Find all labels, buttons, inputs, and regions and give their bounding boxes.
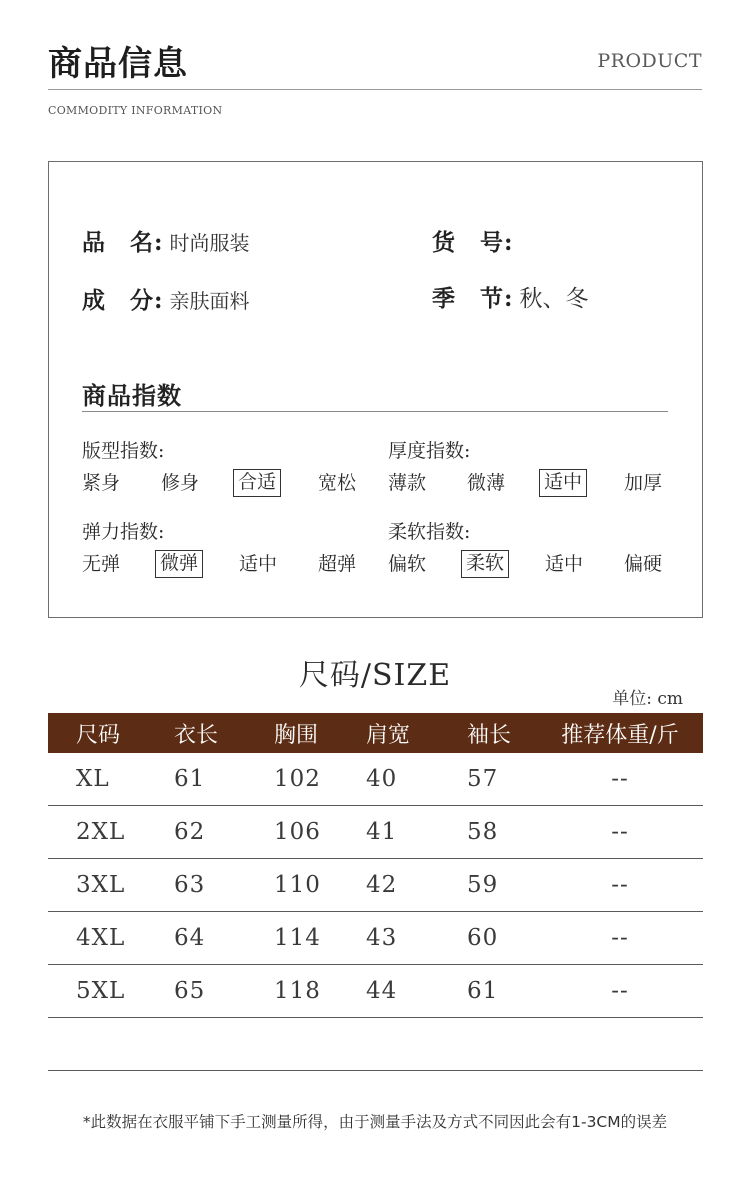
measurement-note: *此数据在衣服平铺下手工测量所得，由于测量手法及方式不同因此会有1-3CM的误差 [82,1113,668,1131]
size-table-header [48,713,703,753]
fit-option: 修身 [161,472,200,494]
index-divider [82,411,668,412]
cell-sleeve: 61 [467,978,499,1004]
title-divider [48,89,702,90]
softness-option: 偏硬 [624,553,663,575]
fit-option: 紧身 [82,472,121,494]
thickness-option: 微薄 [467,472,506,494]
softness-index [388,518,678,580]
cell-length: 61 [174,766,206,792]
table-row [48,806,703,859]
softness-option-selected: 柔软 [461,550,509,578]
page-subtitle: COMMODITY INFORMATION [48,104,223,117]
softness-option: 适中 [545,553,584,575]
fit-index-label: 版型指数: [82,440,165,462]
header-length: 衣长 [174,722,219,748]
table-row [48,912,703,965]
elasticity-option: 无弹 [82,553,121,575]
cell-weight: -- [611,872,629,898]
header-chest: 胸围 [274,722,319,748]
material-value: 亲肤面料 [169,289,250,313]
cell-chest: 102 [274,766,321,792]
fit-option-selected: 合适 [233,469,281,497]
header-sleeve: 袖长 [467,722,512,748]
cell-size: 5XL [76,978,126,1004]
cell-shoulder: 42 [366,872,398,898]
sku-label: 货 号: [432,229,514,256]
elasticity-option-selected: 微弹 [155,550,203,578]
cell-shoulder: 44 [366,978,398,1004]
cell-sleeve: 58 [467,819,499,845]
thickness-index [388,437,678,499]
thickness-option-selected: 适中 [539,469,587,497]
cell-length: 64 [174,925,206,951]
size-table [48,713,703,1018]
header-weight: 推荐体重/斤 [561,722,679,748]
elasticity-index-label: 弹力指数: [82,521,165,543]
cell-chest: 110 [274,872,321,898]
size-unit: 单位: cm [612,689,683,709]
cell-size: 4XL [76,925,126,951]
fit-index [82,437,372,499]
cell-sleeve: 60 [467,925,499,951]
cell-shoulder: 43 [366,925,398,951]
thickness-index-label: 厚度指数: [388,440,471,462]
cell-chest: 106 [274,819,321,845]
product-info-box [48,161,703,618]
cell-size: 2XL [76,819,126,845]
thickness-option: 薄款 [388,472,427,494]
cell-chest: 118 [274,978,321,1004]
elasticity-index [82,518,372,580]
cell-size: XL [76,766,110,792]
field-name [82,224,250,257]
table-row [48,965,703,1018]
cell-shoulder: 40 [366,766,398,792]
cell-weight: -- [611,925,629,951]
material-label: 成 分: [82,287,164,314]
season-value: 秋、冬 [519,286,589,312]
cell-shoulder: 41 [366,819,398,845]
field-season [432,280,589,313]
table-row [48,753,703,806]
index-heading: 商品指数 [82,381,182,410]
cell-sleeve: 57 [467,766,499,792]
cell-length: 65 [174,978,206,1004]
elasticity-option: 超弹 [318,553,357,575]
bottom-divider [48,1070,703,1071]
softness-option: 偏软 [388,553,427,575]
cell-length: 63 [174,872,206,898]
header-size: 尺码 [76,722,121,748]
name-value: 时尚服装 [169,231,250,255]
elasticity-option: 适中 [239,553,278,575]
cell-length: 62 [174,819,206,845]
cell-size: 3XL [76,872,126,898]
season-label: 季 节: [432,285,514,312]
cell-chest: 114 [274,925,321,951]
cell-weight: -- [611,819,629,845]
header-shoulder: 肩宽 [366,722,411,748]
cell-weight: -- [611,978,629,1004]
softness-index-label: 柔软指数: [388,521,471,543]
thickness-option: 加厚 [624,472,663,494]
page-title-en: PRODUCT [597,50,702,72]
table-row [48,859,703,912]
fit-option: 宽松 [318,472,357,494]
cell-sleeve: 59 [467,872,499,898]
cell-weight: -- [611,766,629,792]
page-title: 商品信息 [48,44,188,84]
field-sku [432,224,520,257]
size-title: 尺码/SIZE [298,658,452,693]
field-material [82,282,250,315]
name-label: 品 名: [82,229,164,256]
